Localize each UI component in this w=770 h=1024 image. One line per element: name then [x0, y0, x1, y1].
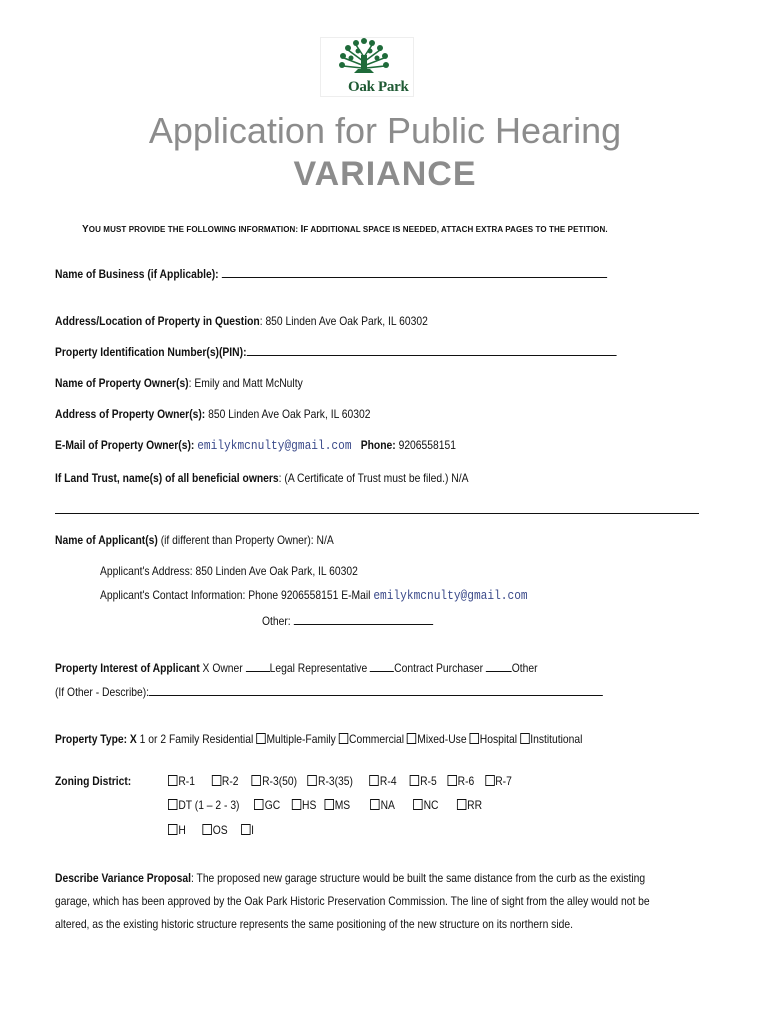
checkbox-institutional[interactable] [520, 733, 529, 744]
page-title: Application for Public Hearing [148, 110, 622, 151]
checkbox-ms[interactable] [324, 799, 333, 810]
instructions-notice: YOU MUST PROVIDE THE FOLLOWING INFORMATION: IF ADDITIONAL SPACE IS NEEDED, ATTACH EXTRA PAGES TO THE PETITION. [82, 224, 608, 235]
checkbox-h[interactable] [168, 824, 177, 835]
pin-field[interactable]: Property Identification Number(s)(PIN): [55, 345, 616, 359]
interest-other[interactable]: Other [511, 661, 538, 675]
applicant-name-field: Name of Applicant(s) (if different than Property Owner): N/A [55, 533, 334, 547]
interest-contract[interactable]: Contract Purchaser [394, 661, 486, 675]
interest-legal[interactable]: Legal Representative [269, 661, 371, 675]
zoning-row-1: R-1 R-2 R-3(50) R-3(35) R-4 R-5 R-6 R-7 [168, 774, 512, 788]
property-interest-row: Property Interest of Applicant X Owner Legal Representative Contract Purchaser Other [55, 661, 538, 675]
checkbox-hs[interactable] [292, 799, 301, 810]
checkbox-rr[interactable] [457, 799, 466, 810]
checkbox-multiple-family[interactable] [256, 733, 265, 744]
owner-name-field: Name of Property Owner(s): Emily and Matt McNulty [55, 376, 303, 390]
applicant-address: Applicant's Address: 850 Linden Ave Oak Park, IL 60302 [100, 564, 358, 578]
page-subtitle: VARIANCE [293, 155, 477, 193]
owner-phone: 9206558151 [395, 438, 456, 452]
checkbox-na[interactable] [370, 799, 379, 810]
interest-other-describe[interactable]: (If Other - Describe): [55, 685, 603, 699]
logo-text: Oak Park [348, 79, 409, 95]
property-address-field: Address/Location of Property in Question: 850 Linden Ave Oak Park, IL 60302 [55, 314, 428, 328]
owner-email-field: E-Mail of Property Owner(s): emilykmcnulty@gmail.com Phone: 9206558151 [55, 438, 456, 453]
checkbox-r6[interactable] [447, 775, 456, 786]
applicant-other-field[interactable]: Other: [262, 614, 433, 628]
checkbox-r3-35[interactable] [308, 775, 317, 786]
other-blank[interactable] [294, 623, 433, 625]
variance-proposal-line-2: garage, which has been approved by the Oak Park Historic Preservation Commission. The line of sight from the alley would not be [55, 894, 650, 908]
contract-blank[interactable] [370, 670, 394, 672]
zoning-label: Zoning District: [55, 774, 132, 788]
checkbox-dt[interactable] [168, 799, 177, 810]
describe-blank[interactable] [149, 694, 603, 696]
checkbox-hospital[interactable] [469, 733, 478, 744]
legal-rep-blank[interactable] [246, 670, 270, 672]
checkbox-commercial[interactable] [339, 733, 348, 744]
property-type-row: Property Type: X 1 or 2 Family Residential Multiple-Family Commercial Mixed-Use Hospital Institutional [55, 732, 583, 746]
checkbox-mixed-use[interactable] [407, 733, 416, 744]
variance-proposal-line-3: altered, as the existing historic structure represents the same positioning of the new structure on its northern side. [55, 917, 573, 931]
variance-proposal-line-1: Describe Variance Proposal: The proposed new garage structure would be built the same distance from the curb as the existing [55, 871, 646, 885]
applicant-email-link[interactable]: emilykmcnulty@gmail.com [373, 588, 528, 603]
checkbox-i[interactable] [241, 824, 250, 835]
owner-address-field: Address of Property Owner(s): 850 Linden Ave Oak Park, IL 60302 [55, 407, 371, 421]
pin-blank[interactable] [247, 354, 617, 356]
land-trust-field: If Land Trust, name(s) of all beneficial owners: (A Certificate of Trust must be filed.) N/A [55, 471, 469, 485]
business-name-blank[interactable] [222, 276, 607, 278]
checkbox-gc[interactable] [254, 799, 263, 810]
checkbox-r3-50[interactable] [252, 775, 261, 786]
applicant-contact: Applicant's Contact Information: Phone 9206558151 E-Mail emilykmcnulty@gmail.com [100, 588, 528, 603]
checkbox-r7[interactable] [485, 775, 494, 786]
type-single-family[interactable]: 1 or 2 Family Residential [139, 732, 257, 746]
oak-park-logo [320, 37, 414, 97]
checkbox-os[interactable] [202, 824, 211, 835]
business-name-field[interactable]: Name of Business (if Applicable): [55, 267, 607, 281]
checkbox-r2[interactable] [212, 775, 221, 786]
interest-owner[interactable]: X Owner [199, 661, 246, 675]
land-trust-blank[interactable] [55, 513, 699, 514]
other-interest-blank[interactable] [486, 670, 512, 672]
checkbox-r4[interactable] [370, 775, 379, 786]
zoning-row-2: DT (1 – 2 - 3) GC HS MS NA NC RR [168, 798, 482, 812]
zoning-row-3: H OS I [168, 823, 254, 837]
owner-email-link[interactable]: emilykmcnulty@gmail.com [197, 438, 352, 453]
checkbox-nc[interactable] [413, 799, 422, 810]
checkbox-r5[interactable] [410, 775, 419, 786]
checkbox-r1[interactable] [168, 775, 177, 786]
